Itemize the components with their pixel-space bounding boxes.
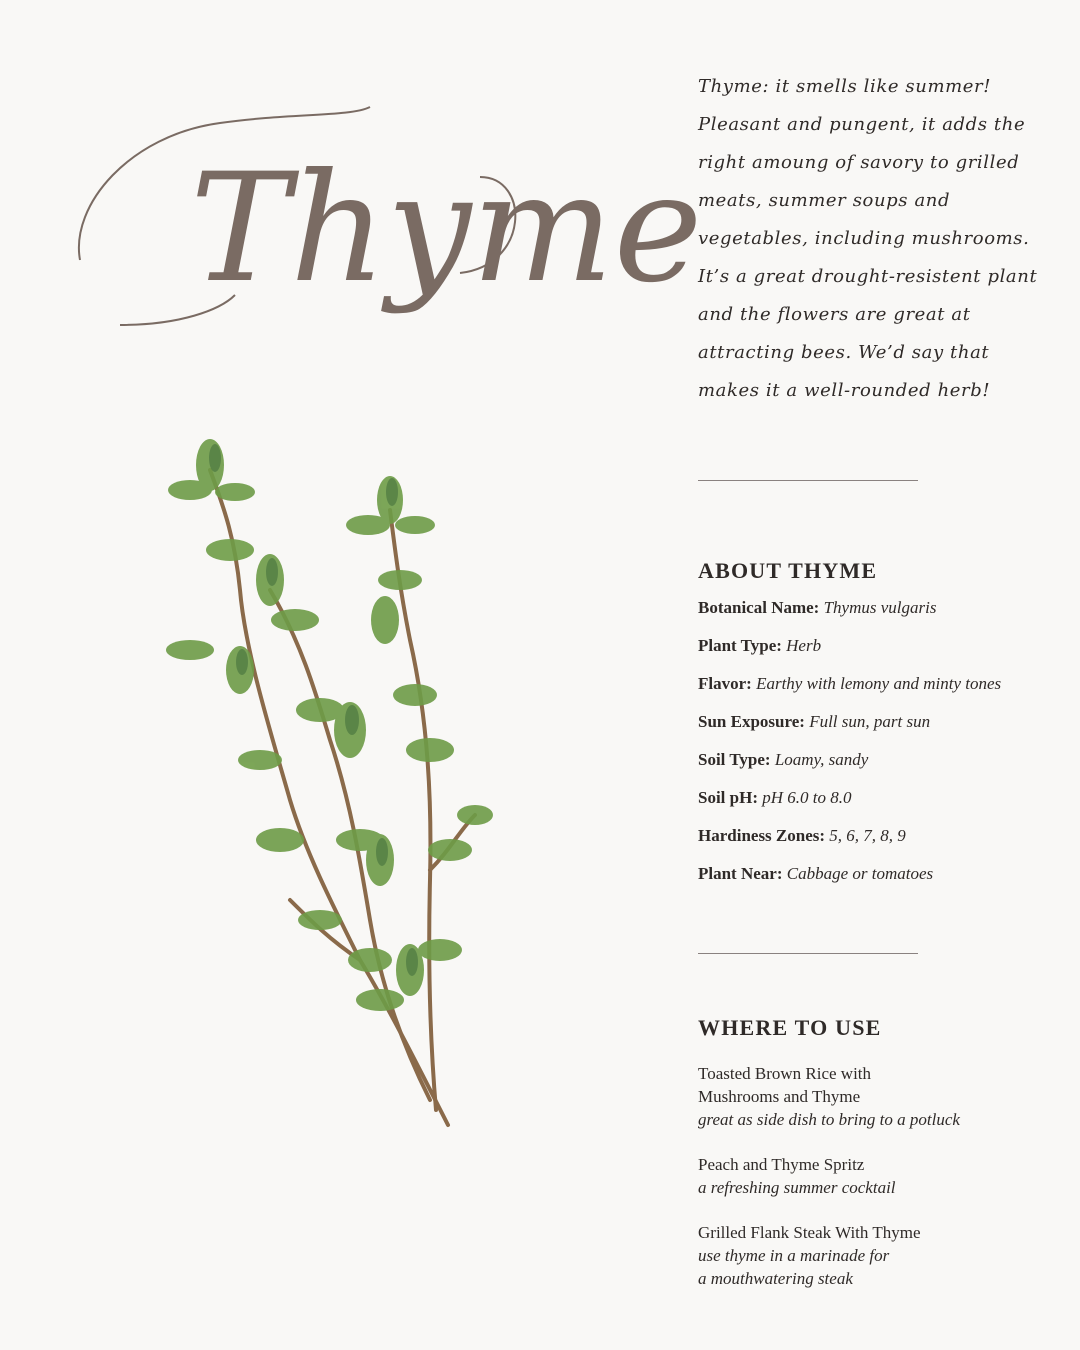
about-row-plant-near: Plant Near: Cabbage or tomatoes	[698, 864, 934, 883]
use-item-name: Grilled Flank Steak With Thyme	[698, 1223, 921, 1242]
about-list	[698, 598, 1058, 902]
about-heading: ABOUT THYME	[698, 558, 878, 583]
about-row-flavor: Flavor: Earthy with lemony and minty tones	[698, 674, 1002, 693]
title-text: Thyme	[190, 142, 703, 316]
about-row-botanical-name: Botanical Name: Thymus vulgaris	[698, 598, 937, 617]
use-item	[698, 1062, 1058, 1131]
use-item-description: great as side dish to bring to a potluck	[698, 1110, 960, 1129]
info-column	[698, 68, 1038, 1288]
use-item-name: Toasted Brown Rice with Mushrooms and Thyme	[698, 1064, 872, 1106]
use-item	[698, 1153, 1058, 1199]
divider-bottom	[698, 953, 918, 954]
about-row-hardiness-zones: Hardiness Zones: 5, 6, 7, 8, 9	[698, 826, 906, 845]
use-item	[698, 1221, 1058, 1290]
title-script	[60, 95, 703, 365]
about-row-soil-ph: Soil pH: pH 6.0 to 8.0	[698, 788, 852, 807]
divider-top	[698, 480, 918, 481]
where-to-use-heading: WHERE TO USE	[698, 1015, 882, 1040]
where-to-use-list	[698, 1062, 1058, 1312]
title-graphic	[60, 95, 703, 365]
about-row-soil-type: Soil Type: Loamy, sandy	[698, 750, 869, 769]
about-row-sun-exposure: Sun Exposure: Full sun, part sun	[698, 712, 931, 731]
intro-paragraph: Thyme: it smells like summer! Pleasant and pungent, it adds the right amoung of savory to grilled meats, summer soups and vegetables, including mushrooms. It’s a great drought-resistent plant and the flowers are great at attracting bees. We’d say that makes it a well-rounded herb!	[698, 76, 1038, 401]
about-row-plant-type: Plant Type: Herb	[698, 636, 822, 655]
thyme-sprig-graphic	[130, 420, 550, 1140]
thyme-illustration	[130, 420, 550, 1140]
use-item-description: use thyme in a marinade for a mouthwatering steak	[698, 1246, 890, 1288]
use-item-name: Peach and Thyme Spritz	[698, 1155, 865, 1174]
use-item-description: a refreshing summer cocktail	[698, 1178, 896, 1197]
